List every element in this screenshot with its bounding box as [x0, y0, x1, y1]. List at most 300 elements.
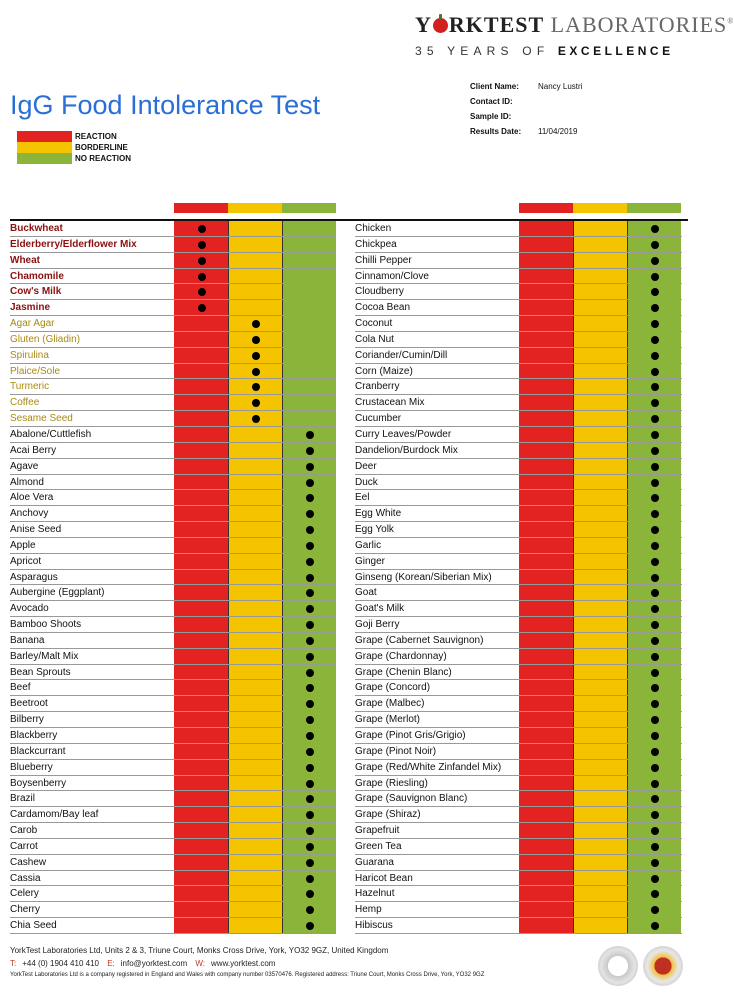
web-link[interactable]: www.yorktest.com	[211, 959, 276, 968]
result-cell-reaction	[174, 649, 228, 665]
result-dot-icon	[651, 605, 659, 613]
food-name: Cherry	[10, 904, 41, 916]
result-cell-borderline	[228, 728, 282, 744]
result-cell-borderline	[228, 776, 282, 792]
result-cell-reaction	[519, 680, 573, 696]
result-cell-noreaction	[627, 554, 681, 570]
result-cell-borderline	[573, 791, 627, 807]
result-cell-borderline	[573, 712, 627, 728]
result-cell-borderline	[228, 395, 282, 411]
food-row	[355, 395, 682, 411]
result-cell-borderline	[573, 522, 627, 538]
result-cell-noreaction	[282, 823, 336, 839]
result-cell-noreaction	[282, 269, 336, 285]
food-row	[10, 332, 336, 348]
result-dot-icon	[651, 479, 659, 487]
food-name: Anise Seed	[10, 524, 62, 536]
food-name: Duck	[355, 476, 378, 488]
row-divider	[355, 933, 682, 934]
food-name: Coffee	[10, 397, 40, 409]
result-cell-noreaction	[282, 839, 336, 855]
result-dot-icon	[306, 890, 314, 898]
result-cell-borderline	[228, 300, 282, 316]
food-row	[10, 348, 336, 364]
result-cell-borderline	[573, 554, 627, 570]
food-row	[10, 633, 336, 649]
result-dot-icon	[651, 526, 659, 534]
food-name: Beetroot	[10, 698, 48, 710]
result-dot-icon	[651, 415, 659, 423]
result-cell-reaction	[519, 253, 573, 269]
result-cell-reaction	[519, 332, 573, 348]
result-cell-borderline	[228, 886, 282, 902]
food-name: Grape (Concord)	[355, 682, 431, 694]
result-cell-noreaction	[282, 570, 336, 586]
food-row	[355, 522, 682, 538]
food-name: Apricot	[10, 555, 42, 567]
result-cell-noreaction	[282, 284, 336, 300]
result-cell-noreaction	[627, 617, 681, 633]
email-link[interactable]: info@yorktest.com	[120, 959, 188, 968]
result-cell-noreaction	[282, 237, 336, 253]
food-row	[355, 475, 682, 491]
result-cell-noreaction	[627, 364, 681, 380]
food-name: Cardamom/Bay leaf	[10, 809, 99, 821]
food-name: Turmeric	[10, 381, 50, 393]
food-name: Garlic	[355, 539, 382, 551]
result-cell-borderline	[228, 633, 282, 649]
result-cell-reaction	[174, 886, 228, 902]
result-cell-borderline	[228, 601, 282, 617]
food-name: Banana	[10, 634, 45, 646]
result-cell-borderline	[573, 364, 627, 380]
brand-logo	[415, 12, 734, 58]
result-cell-noreaction	[627, 744, 681, 760]
food-row	[10, 221, 336, 237]
result-cell-noreaction	[282, 253, 336, 269]
result-cell-borderline	[573, 839, 627, 855]
food-row	[10, 411, 336, 427]
food-name: Bamboo Shoots	[10, 619, 82, 631]
result-cell-noreaction	[627, 379, 681, 395]
food-row	[10, 475, 336, 491]
food-name: Celery	[10, 888, 39, 900]
result-dot-icon	[306, 589, 314, 597]
food-row	[355, 902, 682, 918]
result-cell-borderline	[573, 886, 627, 902]
result-dot-icon	[306, 558, 314, 566]
food-row	[10, 680, 336, 696]
result-cell-reaction	[519, 617, 573, 633]
result-cell-noreaction	[282, 490, 336, 506]
food-row	[355, 348, 682, 364]
result-cell-noreaction	[282, 871, 336, 887]
result-cell-borderline	[228, 855, 282, 871]
result-cell-borderline	[573, 585, 627, 601]
food-row	[10, 649, 336, 665]
footer-registration: YorkTest Laboratories Ltd is a company registered in England and Wales with company number 03570476. Registered address: Triune Court, Monks Cross Drive, York, YO32 9GZ	[10, 972, 485, 978]
result-cell-borderline	[573, 823, 627, 839]
food-row	[355, 284, 682, 300]
food-row	[10, 570, 336, 586]
result-cell-noreaction	[627, 506, 681, 522]
food-row	[10, 665, 336, 681]
result-cell-reaction	[519, 760, 573, 776]
result-cell-noreaction	[627, 459, 681, 475]
food-row	[10, 902, 336, 918]
result-cell-borderline	[228, 459, 282, 475]
result-dot-icon	[651, 542, 659, 550]
food-row	[10, 601, 336, 617]
food-name: Cow's Milk	[10, 286, 62, 298]
food-row	[10, 554, 336, 570]
food-row	[355, 776, 682, 792]
result-cell-borderline	[228, 221, 282, 237]
food-name: Egg White	[355, 508, 402, 520]
result-cell-reaction	[174, 633, 228, 649]
web-label: W:	[195, 959, 206, 968]
result-dot-icon	[306, 716, 314, 724]
header-noreaction-swatch	[627, 203, 681, 213]
tagline-prefix: 35 YEARS OF	[415, 44, 558, 58]
result-cell-reaction	[174, 411, 228, 427]
result-cell-noreaction	[282, 538, 336, 554]
food-name: Asparagus	[10, 571, 58, 583]
result-cell-noreaction	[627, 839, 681, 855]
result-cell-noreaction	[282, 300, 336, 316]
result-dot-icon	[252, 399, 260, 407]
food-name: Bean Sprouts	[10, 666, 71, 678]
result-cell-borderline	[228, 554, 282, 570]
food-name: Goat's Milk	[355, 603, 405, 615]
result-cell-borderline	[228, 617, 282, 633]
result-dot-icon	[651, 558, 659, 566]
result-cell-reaction	[174, 364, 228, 380]
result-cell-reaction	[174, 554, 228, 570]
result-cell-borderline	[228, 680, 282, 696]
result-cell-reaction	[519, 522, 573, 538]
result-cell-reaction	[174, 443, 228, 459]
result-dot-icon	[651, 257, 659, 265]
result-dot-icon	[651, 669, 659, 677]
food-name: Hazelnut	[355, 888, 395, 900]
result-dot-icon	[651, 684, 659, 692]
client-label: Results Date:	[470, 127, 522, 136]
food-name: Chilli Pepper	[355, 254, 412, 266]
food-row	[10, 269, 336, 285]
result-cell-reaction	[174, 839, 228, 855]
result-cell-borderline	[573, 902, 627, 918]
result-dot-icon	[306, 479, 314, 487]
food-row	[355, 300, 682, 316]
result-dot-icon	[651, 447, 659, 455]
result-cell-noreaction	[282, 601, 336, 617]
result-cell-reaction	[519, 506, 573, 522]
result-cell-noreaction	[627, 522, 681, 538]
result-dot-icon	[306, 637, 314, 645]
header-borderline-swatch	[573, 203, 627, 213]
result-cell-borderline	[228, 712, 282, 728]
food-row	[10, 237, 336, 253]
result-cell-reaction	[519, 728, 573, 744]
result-dot-icon	[252, 336, 260, 344]
result-cell-reaction	[519, 364, 573, 380]
result-cell-reaction	[174, 680, 228, 696]
result-cell-borderline	[228, 284, 282, 300]
header-noreaction-swatch	[282, 203, 336, 213]
food-row	[10, 364, 336, 380]
result-cell-noreaction	[627, 284, 681, 300]
food-name: Anchovy	[10, 508, 49, 520]
food-row	[355, 411, 682, 427]
food-row	[355, 379, 682, 395]
result-dot-icon	[651, 288, 659, 296]
result-dot-icon	[306, 447, 314, 455]
result-cell-noreaction	[627, 253, 681, 269]
result-dot-icon	[252, 368, 260, 376]
result-dot-icon	[306, 843, 314, 851]
result-cell-borderline	[573, 253, 627, 269]
right-column-header-bar	[519, 203, 681, 213]
result-cell-borderline	[228, 649, 282, 665]
result-cell-reaction	[174, 221, 228, 237]
food-row	[355, 633, 682, 649]
food-name: Blueberry	[10, 761, 53, 773]
result-cell-reaction	[174, 617, 228, 633]
result-cell-reaction	[174, 712, 228, 728]
result-cell-noreaction	[282, 696, 336, 712]
result-cell-reaction	[174, 300, 228, 316]
result-dot-icon	[651, 225, 659, 233]
result-cell-noreaction	[282, 617, 336, 633]
result-cell-noreaction	[627, 871, 681, 887]
result-cell-noreaction	[627, 475, 681, 491]
result-dot-icon	[306, 431, 314, 439]
result-cell-noreaction	[282, 902, 336, 918]
apple-icon	[433, 18, 448, 33]
food-name: Grape (Malbec)	[355, 698, 425, 710]
food-name: Barley/Malt Mix	[10, 650, 79, 662]
legend-item	[17, 142, 131, 153]
result-cell-reaction	[519, 348, 573, 364]
result-cell-noreaction	[282, 348, 336, 364]
result-cell-noreaction	[282, 506, 336, 522]
food-row	[355, 744, 682, 760]
result-cell-reaction	[174, 490, 228, 506]
footer	[10, 946, 484, 985]
result-dot-icon	[651, 368, 659, 376]
footer-address: YorkTest Laboratories Ltd, Units 2 & 3, Triune Court, Monks Cross Drive, York, YO32 9GZ, United Kingdom	[10, 946, 389, 955]
result-cell-borderline	[228, 823, 282, 839]
result-cell-reaction	[174, 316, 228, 332]
result-dot-icon	[651, 273, 659, 281]
result-cell-reaction	[519, 554, 573, 570]
result-cell-reaction	[174, 475, 228, 491]
result-cell-borderline	[573, 633, 627, 649]
food-name: Grape (Merlot)	[355, 714, 421, 726]
food-name: Blackcurrant	[10, 745, 66, 757]
result-dot-icon	[651, 621, 659, 629]
food-row	[355, 760, 682, 776]
food-row	[10, 427, 336, 443]
result-dot-icon	[651, 811, 659, 819]
result-cell-noreaction	[282, 443, 336, 459]
result-dot-icon	[651, 748, 659, 756]
result-dot-icon	[306, 859, 314, 867]
result-cell-noreaction	[282, 680, 336, 696]
result-dot-icon	[651, 241, 659, 249]
result-cell-reaction	[519, 411, 573, 427]
result-dot-icon	[198, 241, 206, 249]
food-name: Grape (Cabernet Sauvignon)	[355, 634, 484, 646]
food-name: Elderberry/Elderflower Mix	[10, 238, 137, 250]
tel-value: +44 (0) 1904 410 410	[22, 959, 99, 968]
result-cell-borderline	[228, 506, 282, 522]
result-dot-icon	[651, 399, 659, 407]
food-name: Green Tea	[355, 840, 402, 852]
result-dot-icon	[306, 605, 314, 613]
result-cell-reaction	[174, 601, 228, 617]
food-row	[10, 253, 336, 269]
result-cell-borderline	[228, 269, 282, 285]
result-cell-borderline	[573, 475, 627, 491]
result-cell-noreaction	[627, 332, 681, 348]
food-name: Beef	[10, 682, 31, 694]
result-cell-borderline	[573, 443, 627, 459]
result-cell-reaction	[174, 269, 228, 285]
client-value: Nancy Lustri	[538, 82, 583, 91]
result-cell-reaction	[174, 522, 228, 538]
result-dot-icon	[306, 700, 314, 708]
result-cell-noreaction	[627, 411, 681, 427]
food-row	[10, 760, 336, 776]
result-cell-borderline	[573, 728, 627, 744]
food-row	[355, 696, 682, 712]
result-dot-icon	[198, 225, 206, 233]
result-dot-icon	[306, 684, 314, 692]
result-cell-borderline	[228, 253, 282, 269]
result-dot-icon	[252, 415, 260, 423]
food-name: Plaice/Sole	[10, 365, 61, 377]
brand-york-rest: RKTEST	[448, 12, 545, 37]
result-cell-borderline	[573, 570, 627, 586]
result-cell-reaction	[174, 427, 228, 443]
result-cell-reaction	[519, 649, 573, 665]
food-row	[355, 570, 682, 586]
result-dot-icon	[651, 574, 659, 582]
result-cell-reaction	[519, 791, 573, 807]
food-name: Coriander/Cumin/Dill	[355, 349, 448, 361]
result-cell-noreaction	[627, 585, 681, 601]
result-dot-icon	[651, 859, 659, 867]
result-cell-noreaction	[282, 712, 336, 728]
result-cell-noreaction	[282, 459, 336, 475]
result-cell-noreaction	[627, 791, 681, 807]
result-cell-reaction	[519, 538, 573, 554]
result-cell-reaction	[519, 839, 573, 855]
result-dot-icon	[198, 257, 206, 265]
result-cell-noreaction	[282, 807, 336, 823]
food-name: Ginger	[355, 555, 386, 567]
food-row	[10, 538, 336, 554]
food-name: Brazil	[10, 793, 36, 805]
result-dot-icon	[252, 383, 260, 391]
food-name: Chia Seed	[10, 920, 57, 932]
result-cell-noreaction	[282, 332, 336, 348]
result-cell-noreaction	[282, 522, 336, 538]
result-cell-noreaction	[627, 776, 681, 792]
result-cell-noreaction	[282, 379, 336, 395]
result-cell-borderline	[573, 411, 627, 427]
result-cell-noreaction	[627, 570, 681, 586]
result-cell-reaction	[174, 823, 228, 839]
legend-item	[17, 153, 131, 164]
result-cell-noreaction	[627, 237, 681, 253]
result-cell-borderline	[573, 760, 627, 776]
result-cell-reaction	[519, 665, 573, 681]
result-cell-borderline	[573, 855, 627, 871]
legend-swatch	[17, 131, 72, 142]
result-cell-borderline	[228, 427, 282, 443]
result-cell-reaction	[519, 490, 573, 506]
result-cell-reaction	[519, 379, 573, 395]
result-cell-borderline	[228, 807, 282, 823]
food-name: Chickpea	[355, 238, 397, 250]
food-name: Grape (Shiraz)	[355, 809, 421, 821]
food-name: Deer	[355, 460, 377, 472]
result-dot-icon	[306, 574, 314, 582]
result-dot-icon	[651, 510, 659, 518]
result-dot-icon	[651, 732, 659, 740]
result-dot-icon	[651, 383, 659, 391]
result-dot-icon	[651, 700, 659, 708]
result-cell-reaction	[519, 855, 573, 871]
food-row	[10, 459, 336, 475]
result-cell-reaction	[519, 269, 573, 285]
result-cell-noreaction	[282, 364, 336, 380]
result-cell-reaction	[174, 776, 228, 792]
result-cell-reaction	[519, 712, 573, 728]
result-cell-borderline	[573, 459, 627, 475]
result-cell-borderline	[573, 680, 627, 696]
result-dot-icon	[651, 795, 659, 803]
result-dot-icon	[651, 827, 659, 835]
food-name: Grape (Pinot Noir)	[355, 745, 437, 757]
result-cell-reaction	[174, 791, 228, 807]
food-row	[355, 649, 682, 665]
result-cell-reaction	[519, 886, 573, 902]
food-name: Buckwheat	[10, 223, 63, 234]
result-dot-icon	[651, 890, 659, 898]
food-row	[10, 871, 336, 887]
result-cell-borderline	[573, 871, 627, 887]
result-cell-borderline	[573, 918, 627, 934]
result-cell-reaction	[174, 744, 228, 760]
food-row	[10, 886, 336, 902]
result-cell-reaction	[174, 379, 228, 395]
result-cell-reaction	[174, 696, 228, 712]
food-row	[10, 696, 336, 712]
result-cell-borderline	[573, 506, 627, 522]
result-cell-borderline	[573, 665, 627, 681]
food-row	[10, 839, 336, 855]
result-dot-icon	[198, 273, 206, 281]
result-cell-noreaction	[627, 269, 681, 285]
food-name: Guarana	[355, 856, 394, 868]
result-cell-reaction	[519, 459, 573, 475]
result-cell-reaction	[174, 902, 228, 918]
right-food-table	[355, 221, 682, 934]
